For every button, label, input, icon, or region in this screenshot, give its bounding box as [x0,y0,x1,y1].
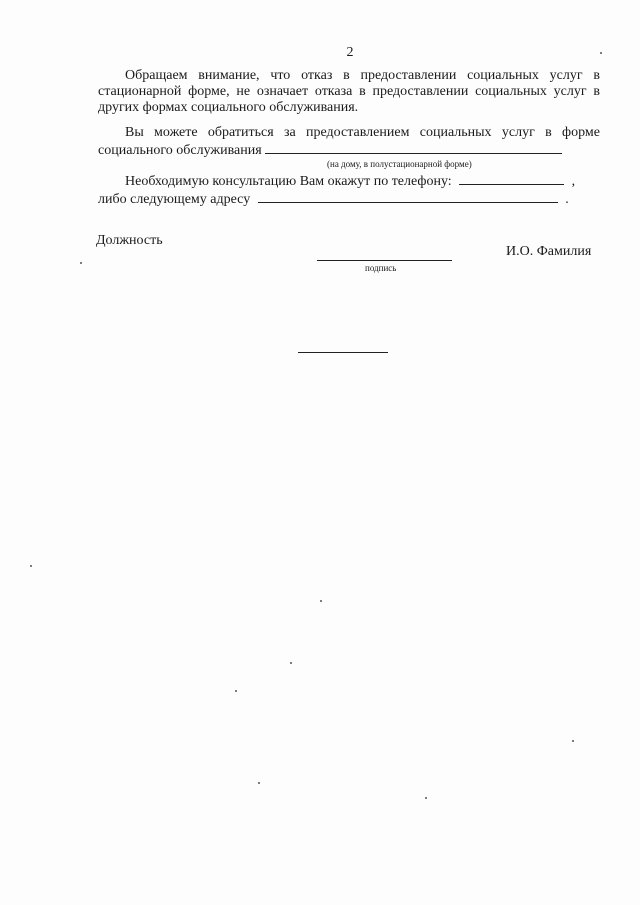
notice-paragraph [98,68,600,116]
scan-speck [80,262,82,264]
address-blank[interactable] [258,190,558,203]
alternative-form-text: Вы можете обратиться за предоставлением социальных услуг в форме [125,125,600,140]
phone-blank[interactable] [459,172,564,185]
signature-blank[interactable] [317,260,452,261]
scan-speck [30,565,32,567]
phone-line [98,172,608,190]
scan-speck [320,600,322,602]
alternative-form-paragraph [98,125,600,159]
phone-end: , [571,174,576,189]
end-of-document-rule [298,352,388,353]
scan-speck [572,740,574,742]
signature-caption: подпись [365,263,397,273]
signer-name: И.О. Фамилия [506,244,592,259]
address-end: . [565,192,569,207]
scan-speck [600,52,602,54]
service-form-blank[interactable] [265,141,562,154]
position-label: Должность [96,233,163,248]
address-text: либо следующему адресу [98,192,251,207]
alternative-form-text-2: социального обслуживания [98,143,262,158]
scan-speck [258,782,260,784]
address-line [98,190,608,208]
scan-speck [290,662,292,664]
scan-speck [425,797,427,799]
phone-text: Необходимую консультацию Вам окажут по телефону: [125,174,452,189]
scan-speck [235,690,237,692]
service-form-caption: (на дому, в полустационарной форме) [327,159,472,169]
page-number: 2 [346,45,354,60]
consultation-paragraph [98,172,608,208]
notice-text: Обращаем внимание, что отказ в предоставлении социальных услуг в стационарной форме, не означает отказа в предоставлении социальных услуг в других формах социального обслуживания. [98,68,600,115]
